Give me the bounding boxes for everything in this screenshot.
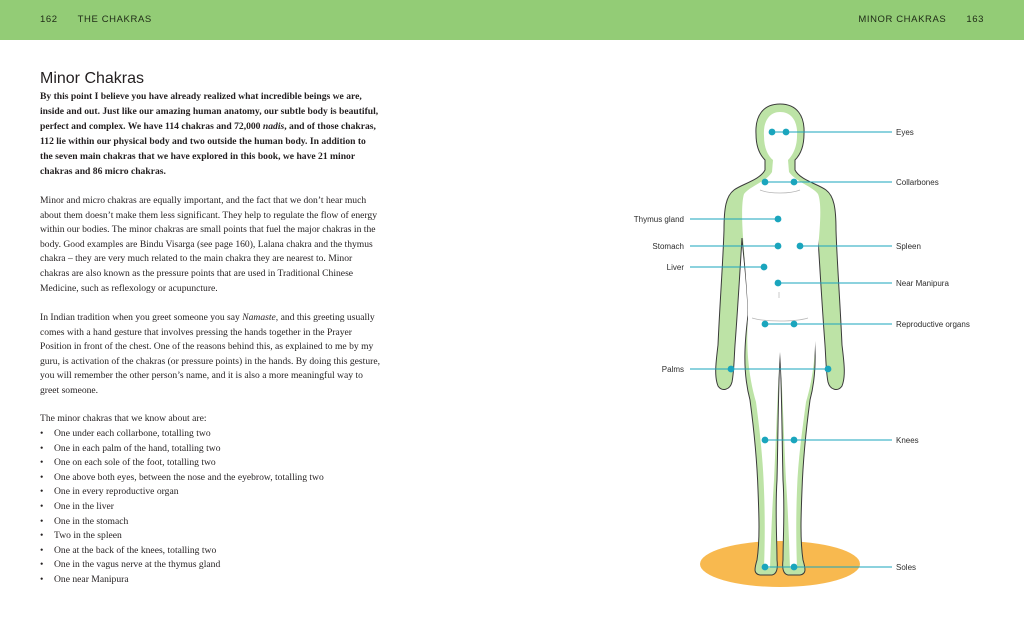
header-right xyxy=(858,14,984,25)
header-left xyxy=(40,14,152,25)
label-spleen: Spleen xyxy=(896,242,921,251)
chakra-dot-near-manipura xyxy=(775,280,782,287)
chakra-dot-sole-right xyxy=(791,564,798,571)
label-soles: Soles xyxy=(896,563,917,572)
chakra-dot-sole-left xyxy=(762,564,769,571)
list-item: • One in the stomach xyxy=(40,515,324,530)
label-collarbones: Collarbones xyxy=(896,178,939,187)
paragraph-2 xyxy=(40,311,380,399)
list-item: • One above both eyes, between the nose and the eyebrow, totalling two xyxy=(40,471,324,486)
chakra-dot-palm-right xyxy=(825,366,832,373)
list-item: • Two in the spleen xyxy=(40,529,324,544)
paragraph-2-text-a: In Indian tradition when you greet someone you say xyxy=(40,312,243,323)
minor-chakra-list xyxy=(40,427,324,588)
paragraph-1: Minor and micro chakras are equally important, and the fact that we don’t hear much about them doesn’t make them less significant. They help to regulate the flow of energy within our bodies. The minor chakras are small points that fuel the major chakras in the body. Good examples are Bindu Visarga (see page 160), Lalana chakra and the thymus chakra – they are very much related to the main chakra they are nearest to. Minor chakras are also known as the pressure points that are used in Traditional Chinese Medicine, such as reflexology or acupuncture. xyxy=(40,195,378,294)
intro-text-2: , and of those chakras, 112 lie within our physical body and two outside the human body. In addition to the seven main chakras that we have explored in this book, we have 21 minor chakras and 86 micro chakras. xyxy=(40,121,376,177)
label-stomach: Stomach xyxy=(652,242,684,251)
chakra-dot-reproductive-left xyxy=(762,321,769,328)
right-running-title: MINOR CHAKRAS xyxy=(858,14,947,25)
chakra-dot-eye-left xyxy=(769,129,776,136)
list-item: • One in every reproductive organ xyxy=(40,485,324,500)
paragraph-2-text-b: , and this greeting usually comes with a hand gesture that involves pressing the hands together in the Prayer Position in front of the chest. One of the reasons behind this, as explained to me by my guru, is activation of the chakras (or pressure points) in the hands. By doing this gesture, you will remember the other person’s name, and it is also a more meaningful way to greet someone. xyxy=(40,312,380,396)
ground-shadow xyxy=(700,541,860,587)
list-item: • One in each palm of the hand, totalling two xyxy=(40,442,324,457)
chakra-dot-thymus xyxy=(775,216,782,223)
chakra-dot-spleen xyxy=(797,243,804,250)
list-item: • One on each sole of the foot, totalling two xyxy=(40,456,324,471)
intro-paragraph xyxy=(40,89,380,179)
page-title: Minor Chakras xyxy=(40,70,145,87)
left-running-title: THE CHAKRAS xyxy=(77,14,152,25)
chakra-dot-palm-left xyxy=(728,366,735,373)
list-intro: The minor chakras that we know about are: xyxy=(40,413,207,424)
label-knees: Knees xyxy=(896,436,919,445)
intro-nadis: nadis xyxy=(262,121,285,132)
label-eyes: Eyes xyxy=(896,128,914,137)
label-thymus-gland: Thymus gland xyxy=(633,215,684,224)
list-item: • One at the back of the knees, totalling two xyxy=(40,544,324,559)
label-liver: Liver xyxy=(666,263,684,272)
list-item: • One near Manipura xyxy=(40,573,324,588)
chakra-dot-collarbone-left xyxy=(762,179,769,186)
list-item: • One in the vagus nerve at the thymus gland xyxy=(40,558,324,573)
label-palms: Palms xyxy=(661,365,684,374)
label-near-manipura: Near Manipura xyxy=(896,279,949,288)
label-reproductive-organs: Reproductive organs xyxy=(896,320,970,329)
chakra-dot-collarbone-right xyxy=(791,179,798,186)
namaste-word: Namaste xyxy=(242,312,276,323)
list-item: • One in the liver xyxy=(40,500,324,515)
chakra-dot-eye-right xyxy=(783,129,790,136)
chakra-dot-knee-left xyxy=(762,437,769,444)
chakra-dot-stomach xyxy=(775,243,782,250)
body-chakra-diagram xyxy=(600,90,1024,590)
chakra-dot-knee-right xyxy=(791,437,798,444)
list-item: • One under each collarbone, totalling two xyxy=(40,427,324,442)
left-page-number: 162 xyxy=(40,14,58,25)
chakra-dot-reproductive-right xyxy=(791,321,798,328)
right-page-number: 163 xyxy=(966,14,984,25)
intro-text-1: By this point I believe you have already realized what incredible beings we are, inside and out. Just like our amazing human anatomy, our subtle body is beautiful, perfect and complex. We have 114 chakras and 72,000 xyxy=(40,91,379,132)
chakra-dot-liver xyxy=(761,264,768,271)
